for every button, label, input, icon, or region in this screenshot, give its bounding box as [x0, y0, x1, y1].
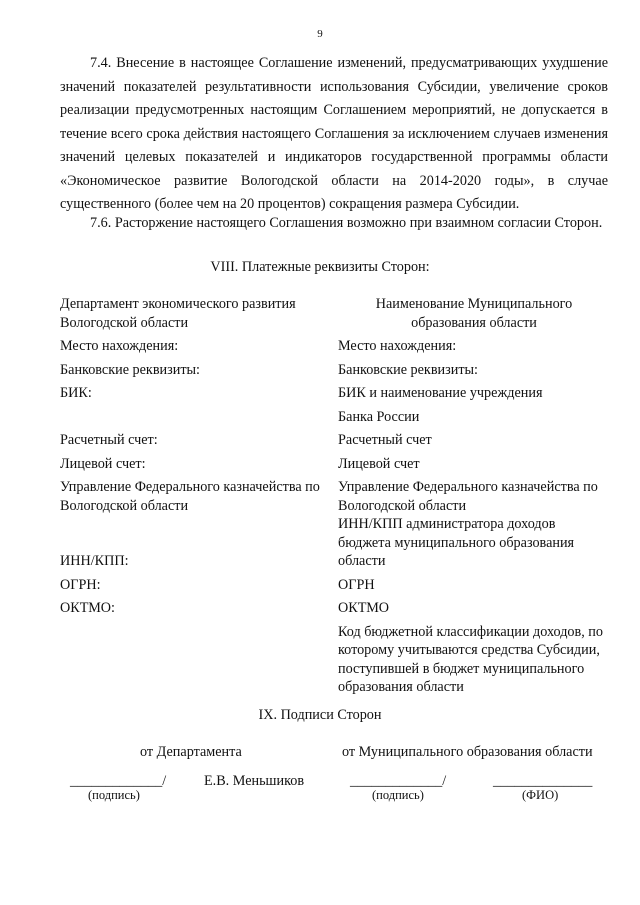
table-row: [60, 455, 610, 479]
dept-personal-account: Лицевой счет:: [60, 455, 146, 472]
mun-location: Место нахождения:: [338, 338, 457, 354]
mun-inn: ИНН/КПП администратора доходов бюджета муниципального образования области: [338, 516, 575, 569]
table-row: [60, 337, 610, 361]
mun-fio-caption: (ФИО): [522, 788, 559, 802]
from-municipality-label: от Муниципального образования области: [342, 744, 593, 760]
section-8-title: VIII. Платежные реквизиты Сторон:: [210, 259, 430, 275]
table-row: [60, 295, 610, 337]
mun-oktmo: ОКТМО: [338, 600, 390, 616]
dept-bank: Банковские реквизиты:: [60, 361, 200, 378]
section-9-title: IX. Подписи Сторон: [258, 707, 382, 723]
page-number: 9: [317, 28, 323, 40]
from-department-label: от Департамента: [140, 744, 242, 760]
mun-account: Расчетный счет: [338, 432, 432, 448]
mun-signature-caption: (подпись): [372, 788, 424, 802]
requisites-table: [60, 295, 610, 697]
mun-bank-russia: Банка России: [338, 408, 420, 425]
mun-kbk: Код бюджетной классификации доходов, по которому учитываются средства Субсидии, поступившей в бюджет муниципального образования области: [338, 623, 603, 695]
table-row: [60, 384, 610, 408]
table-row: [60, 515, 610, 576]
dept-inn: ИНН/КПП:: [60, 553, 129, 569]
mun-personal-account: Лицевой счет: [338, 455, 420, 472]
mun-bik: БИК и наименование учреждения: [338, 385, 543, 401]
table-row: [60, 431, 610, 455]
dept-signature-caption: (подпись): [88, 788, 140, 802]
dept-ogrn: ОГРН:: [60, 576, 101, 593]
mun-treasury: Управление Федерального казначейства по Вологодской области: [338, 479, 598, 514]
dept-header: Департамент экономического развития Вологодской области: [60, 296, 296, 331]
mun-fio-line: ______________: [493, 773, 593, 789]
table-row: [60, 623, 610, 697]
dept-treasury: Управление Федерального казначейства по Вологодской области: [60, 479, 320, 514]
mun-signature-line: _____________/: [350, 773, 447, 789]
dept-account: Расчетный счет:: [60, 432, 158, 448]
dept-location: Место нахождения:: [60, 338, 179, 354]
mun-bank: Банковские реквизиты:: [338, 361, 478, 378]
table-row: [60, 408, 610, 432]
table-row: [60, 361, 610, 385]
dept-oktmo: ОКТМО:: [60, 600, 115, 616]
paragraph-7-4: 7.4. Внесение в настоящее Соглашение изменений, предусматривающих ухудшение значений показателей результативности использования Субсидии, увеличение сроков реализации предусмотренных настоящим Соглашением мероприятий, не допускается в течение всего срока действия настоящего Соглашения за исключением случаев изменения значений целевых показателей и индикаторов государственной программы области «Экономическое развитие Вологодской области на 2014-2020 годы», в случае существенного (более чем на 20 процентов) сокращения размера Субсидии.: [60, 55, 608, 212]
table-row: [60, 478, 610, 515]
mun-header: Наименование Муниципального образования области: [375, 296, 573, 331]
dept-bik: БИК:: [60, 385, 92, 401]
dept-signature-line: _____________/: [70, 773, 167, 789]
dept-signer-name: Е.В. Меньшиков: [204, 773, 305, 789]
table-row: [60, 599, 610, 623]
mun-ogrn: ОГРН: [338, 576, 375, 593]
table-row: [60, 576, 610, 600]
paragraph-7-6: 7.6. Расторжение настоящего Соглашения возможно при взаимном согласии Сторон.: [90, 215, 603, 231]
